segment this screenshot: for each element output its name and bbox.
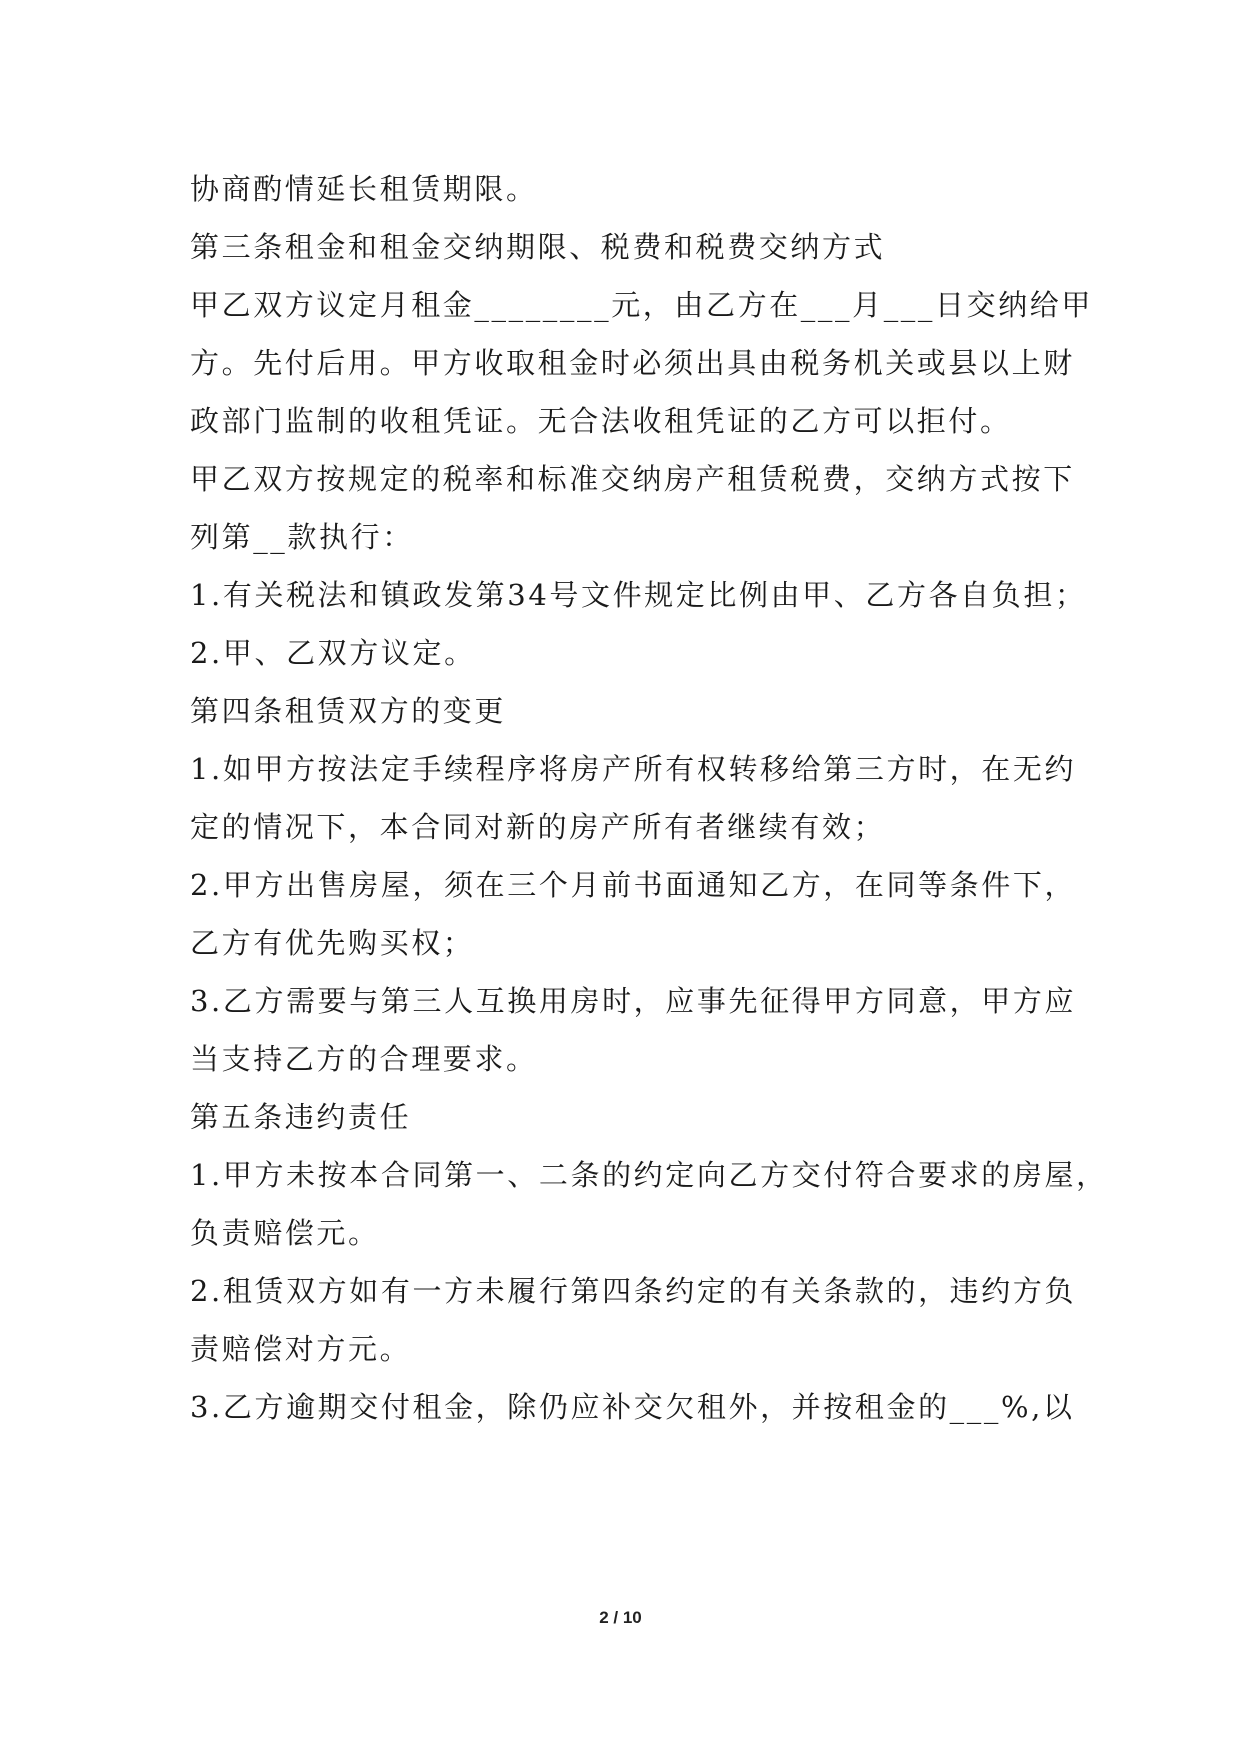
list-item: 1.有关税法和镇政发第34号文件规定比例由甲、乙方各自负担； (190, 578, 1087, 612)
text-line: 责赔偿对方元。 (190, 1332, 412, 1366)
text-line: 甲乙双方按规定的税率和标准交纳房产租赁税费，交纳方式按下 (190, 462, 1075, 496)
section-heading: 第五条违约责任 (190, 1100, 412, 1134)
list-item: 2.甲方出售房屋，须在三个月前书面通知乙方，在同等条件下， (190, 868, 1077, 902)
text-line: 定的情况下，本合同对新的房产所有者继续有效； (190, 810, 886, 844)
list-item: 2.甲、乙双方议定。 (190, 636, 476, 670)
list-item: 1.甲方未按本合同第一、二条的约定向乙方交付符合要求的房屋， (190, 1158, 1108, 1192)
document-body (190, 160, 1108, 1436)
list-item: 3.乙方需要与第三人互换用房时，应事先征得甲方同意，甲方应 (190, 984, 1077, 1018)
text-line: 甲乙双方议定月租金________元，由乙方在___月___日交纳给甲 (190, 288, 1094, 322)
section-heading: 第三条租金和租金交纳期限、税费和税费交纳方式 (190, 230, 886, 264)
text-line: 当支持乙方的合理要求。 (190, 1042, 538, 1076)
text-line: 协商酌情延长租赁期限。 (190, 172, 538, 206)
text-line: 方。先付后用。甲方收取租金时必须出具由税务机关或县以上财 (190, 346, 1075, 380)
list-item: 2.租赁双方如有一方未履行第四条约定的有关条款的，违约方负 (190, 1274, 1077, 1308)
text-line: 负责赔偿元。 (190, 1216, 380, 1250)
text-line: 乙方有优先购买权； (190, 926, 475, 960)
page-number: 2 / 10 (599, 1608, 642, 1627)
section-heading: 第四条租赁双方的变更 (190, 694, 507, 728)
text-line: 列第__款执行： (190, 520, 414, 554)
list-item: 1.如甲方按法定手续程序将房产所有权转移给第三方时，在无约 (190, 752, 1077, 786)
text-line: 政部门监制的收租凭证。无合法收租凭证的乙方可以拒付。 (190, 404, 1012, 438)
list-item: 3.乙方逾期交付租金，除仍应补交欠租外，并按租金的___%,以 (190, 1390, 1075, 1424)
